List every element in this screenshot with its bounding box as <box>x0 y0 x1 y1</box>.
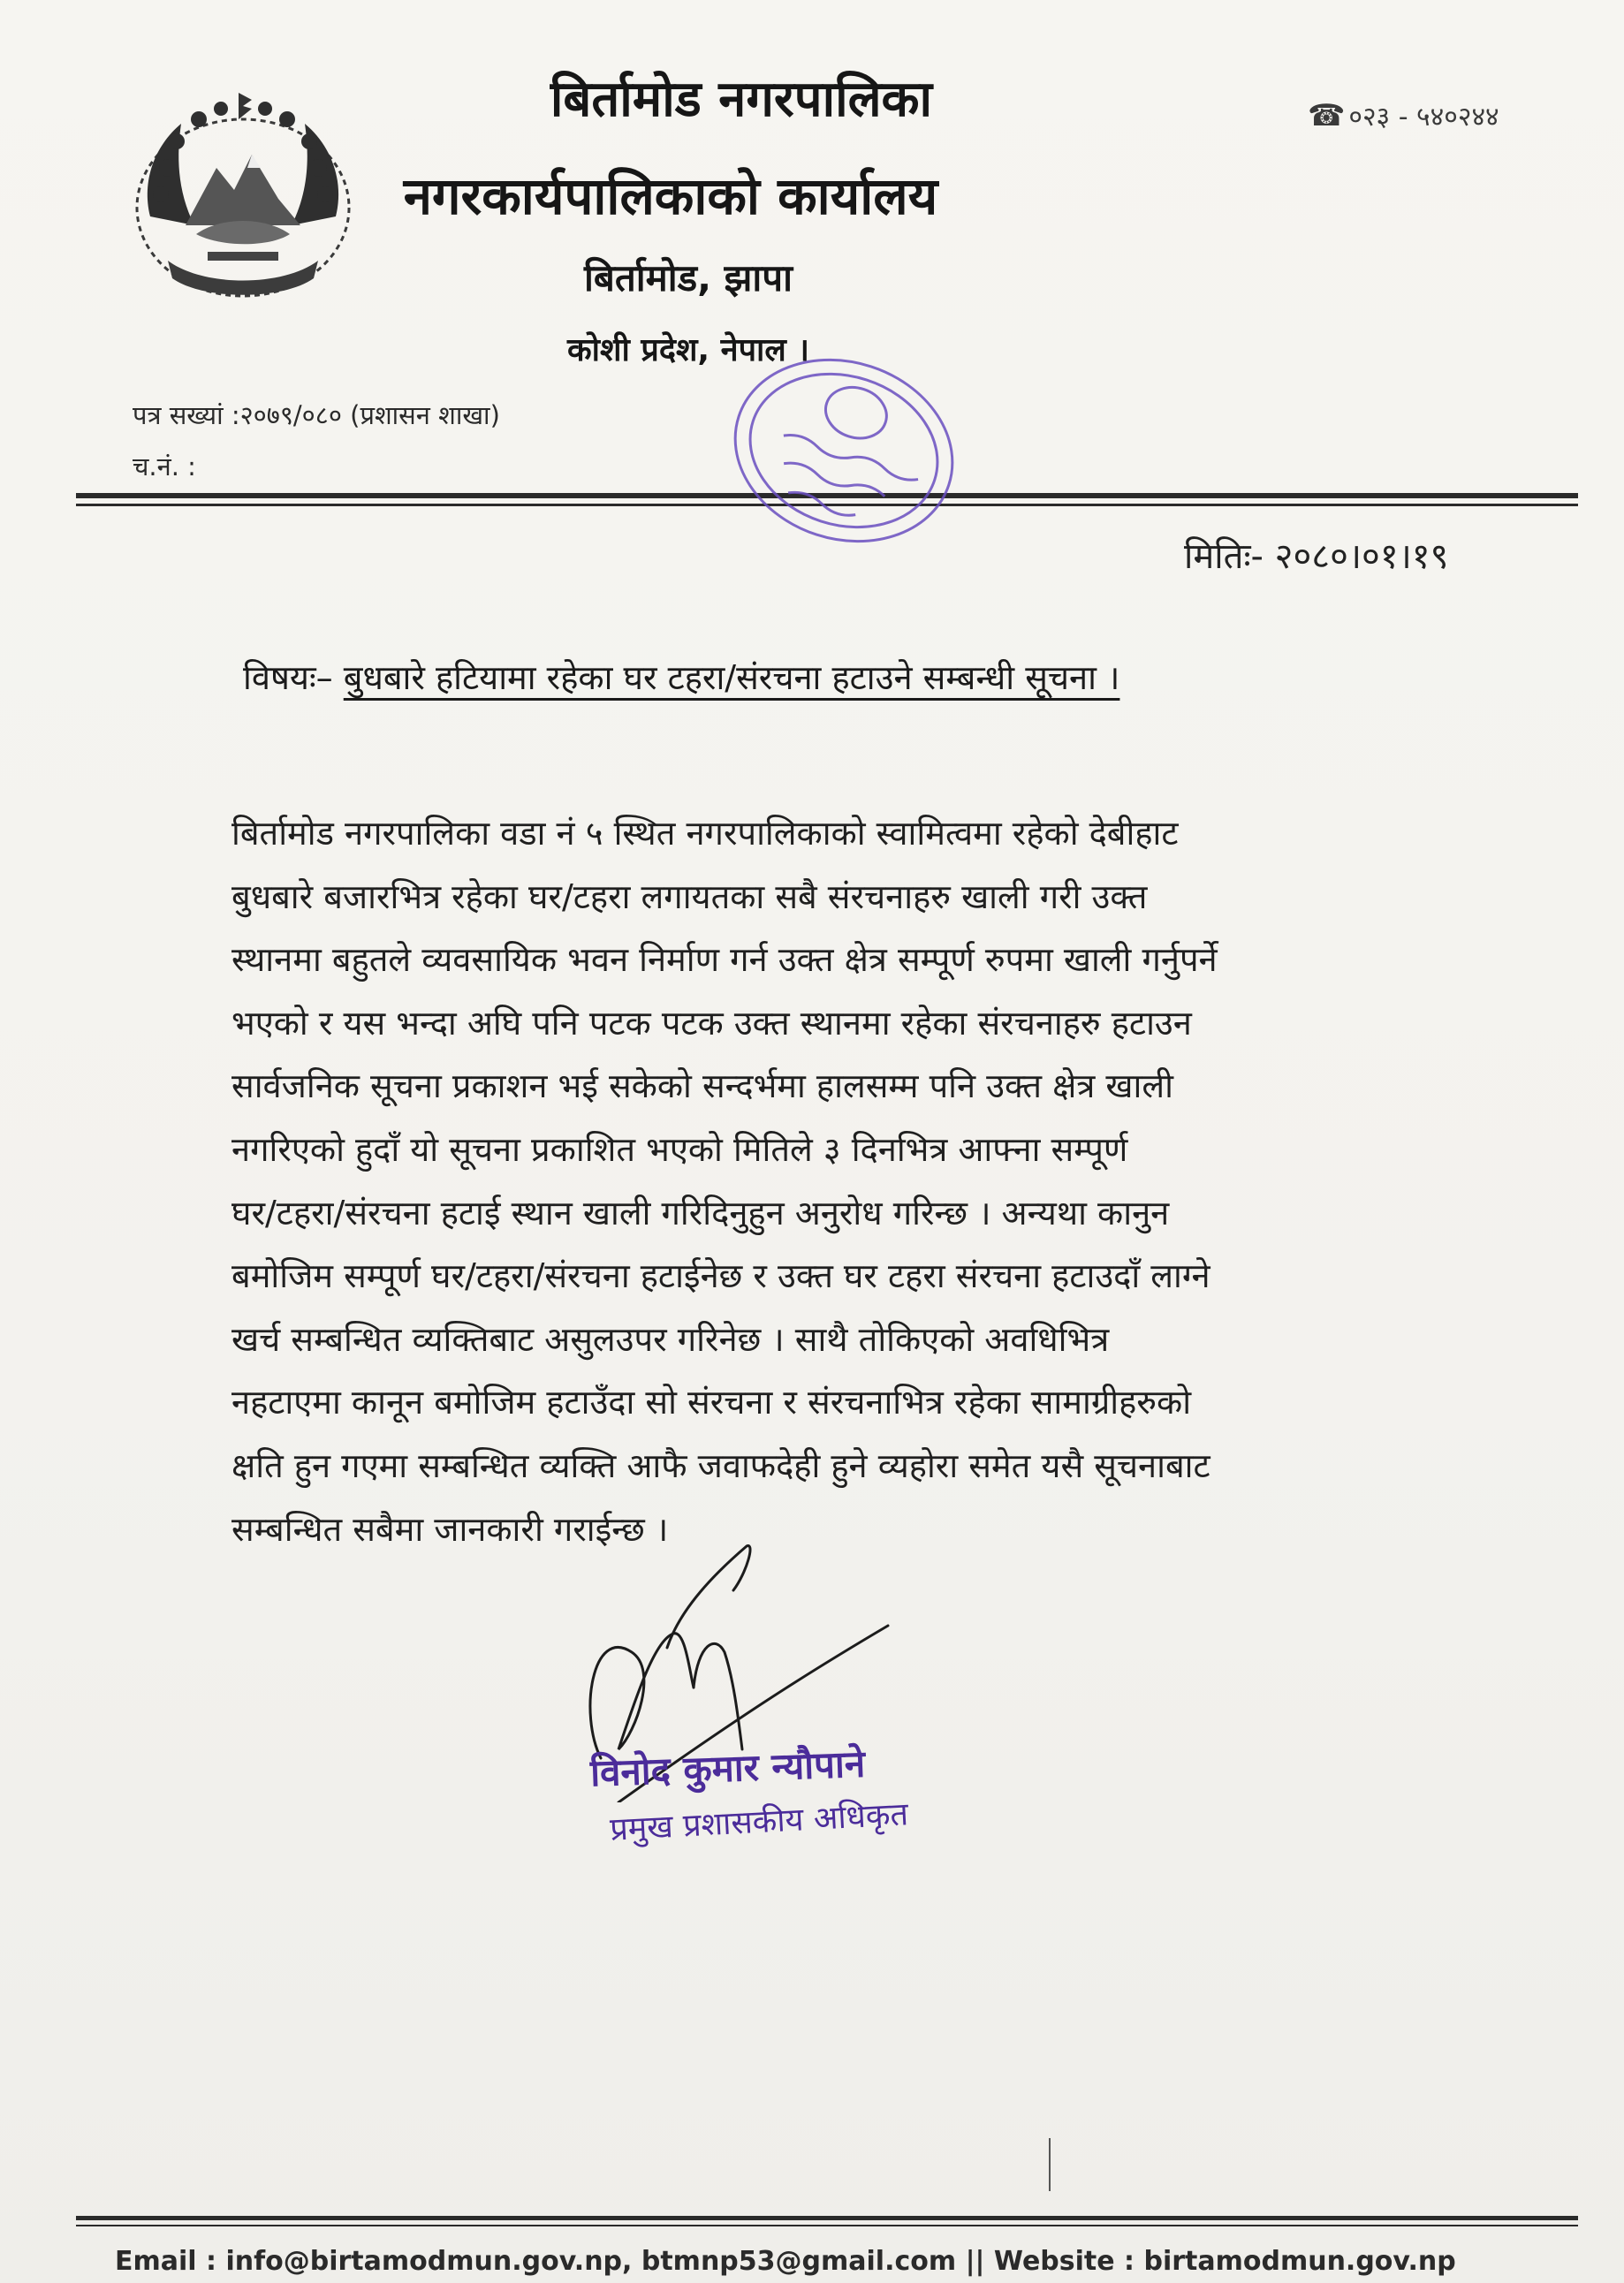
body-line: नगरिएको हुदाँ यो सूचना प्रकाशित भएको मितिले ३ दिनभित्र आफ्ना सम्पूर्ण <box>231 1129 1128 1169</box>
signatory-title: प्रमुख प्रशासकीय अधिकृत <box>609 1796 909 1848</box>
city-address: बिर्तामोड, झापा <box>583 256 793 300</box>
phone-number <box>1308 97 1499 133</box>
footer-divider-thin <box>76 2225 1578 2226</box>
body-line: बिर्तामोड नगरपालिका वडा नं ५ स्थित नगरपालिकाको स्वामित्वमा रहेको देबीहाट <box>231 814 1179 853</box>
body-line: खर्च सम्बन्धित व्यक्तिबाट असुलउपर गरिनेछ । साथै तोकिएको अवधिभित्र <box>231 1319 1110 1359</box>
province-address: कोशी प्रदेश, नेपाल । <box>567 332 809 368</box>
office-stamp <box>720 349 968 552</box>
body-line: घर/टहरा/संरचना हटाई स्थान खाली गरिदिनुहुन अनुरोध गरिन्छ । अन्यथा कानुन <box>231 1193 1170 1233</box>
body-line: क्षति हुन गएमा सम्बन्धित व्यक्ति आफै जवाफदेही हुने व्यहोरा समेत यसै सूचनाबाट <box>231 1445 1210 1485</box>
body-line: भएको र यस भन्दा अघि पनि पटक पटक उक्त स्थानमा रहेका संरचनाहरु हटाउन <box>231 1003 1192 1043</box>
body-line: बमोजिम सम्पूर्ण घर/टहरा/संरचना हटाईनेछ र उक्त घर टहरा संरचना हटाउदाँ लाग्ने <box>231 1256 1210 1296</box>
phone-value: ०२३ - ५४०२४४ <box>1348 102 1499 133</box>
body-line: सार्वजनिक सूचना प्रकाशन भई सकेको सन्दर्भमा हालसम्म पनि उक्त क्षेत्र खाली <box>231 1066 1173 1106</box>
pen-mark <box>1047 2138 1052 2191</box>
body-line: सम्बन्धित सबैमा जानकारी गराईन्छ । <box>231 1509 669 1549</box>
office-name: नगरकार्यपालिकाको कार्यालय <box>403 166 938 226</box>
dispatch-number: च.नं. : <box>133 451 196 482</box>
subject-label: विषयः– <box>243 658 333 697</box>
letter-number: पत्र सख्यां :२०७९/०८० (प्रशासन शाखा) <box>133 400 500 430</box>
subject-line <box>243 654 1119 700</box>
body-line: नहटाएमा कानून बमोजिम हटाउँदा सो संरचना र संरचनाभित्र रहेका सामाग्रीहरुको <box>231 1383 1192 1422</box>
municipality-name: बिर्तामोड नगरपालिका <box>550 71 933 128</box>
body-line: बुधबारे बजारभित्र रहेका घर/टहरा लगायतका सबै संरचनाहरु खाली गरी उक्त <box>231 876 1148 916</box>
subject-text: बुधबारे हटियामा रहेका घर टहरा/संरचना हटाउने सम्बन्धी सूचना । <box>343 658 1120 697</box>
signatory-name: विनोद कुमार न्यौपाने <box>589 1741 866 1795</box>
body-line: स्थानमा बहुतले व्यवसायिक भवन निर्माण गर्न उक्त क्षेत्र सम्पूर्ण रुपमा खाली गर्नुपर्ने <box>231 940 1218 980</box>
notice-body <box>231 802 1415 1561</box>
letter-date: मितिः- २०८०।०१।१९ <box>1184 536 1449 577</box>
footer-contact: Email : info@birtamodmun.gov.np, btmnp53@gmail.com || Website : birtamodmun.gov.np <box>115 2246 1456 2277</box>
telephone-icon: ☎ <box>1308 98 1346 133</box>
footer-divider <box>76 2216 1578 2220</box>
